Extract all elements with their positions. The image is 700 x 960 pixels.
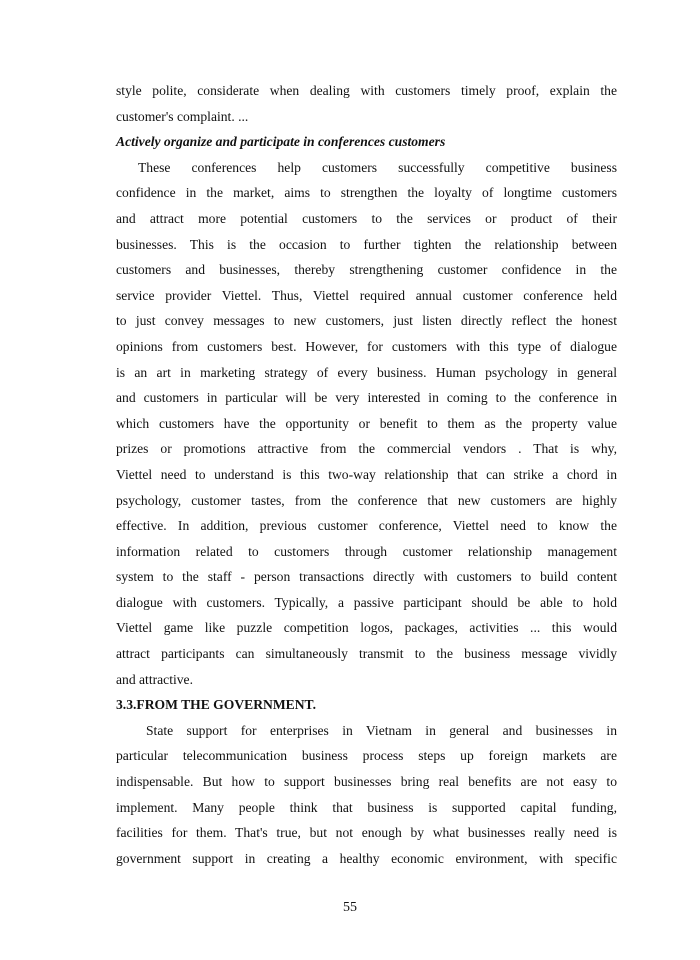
text-line: Viettel need to understand is this two-way relationship that can strike a chord in <box>116 466 617 482</box>
subheading: Actively organize and participate in conferences customers <box>116 134 446 150</box>
text-line: These conferences help customers successfully competitive business <box>138 159 617 175</box>
text-line: style polite, considerate when dealing with customers timely proof, explain the <box>116 83 617 98</box>
text-line: indispensable. But how to support businesses bring real benefits are not easy to <box>116 774 617 790</box>
text-line: opinions from customers best. However, for customers with this type of dialogue <box>116 338 617 354</box>
text-line: government support in creating a healthy economic environment, with specific <box>116 850 617 866</box>
text-line: and attractive. <box>116 671 193 687</box>
text-line: is an art in marketing strategy of every business. Human psychology in general <box>116 364 617 380</box>
text-line: implement. Many people think that business is supported capital funding, <box>116 799 617 815</box>
page-number: 55 <box>343 900 357 915</box>
text-line: particular telecommunication business process steps up foreign markets are <box>116 748 617 764</box>
document-page <box>116 78 617 871</box>
text-line: confidence in the market, aims to strengthen the loyalty of longtime customers <box>116 185 617 201</box>
text-line: effective. In addition, previous customer conference, Viettel need to know the <box>116 518 617 534</box>
text-line: Viettel game like puzzle competition logos, packages, activities ... this would <box>116 620 617 636</box>
text-line: system to the staff - person transactions directly with customers to build content <box>116 569 617 585</box>
text-line: customers and businesses, thereby strengthening customer confidence in the <box>116 262 617 278</box>
text-line: which customers have the opportunity or benefit to them as the property value <box>116 415 617 431</box>
text-line: attract participants can simultaneously transmit to the business message vividly <box>116 646 617 662</box>
text-line: and customers in particular will be very interested in coming to the conference in <box>116 390 617 406</box>
text-line: information related to customers through customer relationship management <box>116 543 617 559</box>
text-line: to just convey messages to new customers, just listen directly reflect the honest <box>116 313 617 329</box>
text-line: customer's complaint. ... <box>116 108 249 124</box>
conference-paragraph <box>116 155 617 692</box>
text-line: prizes or promotions attractive from the commercial vendors . That is why, <box>116 441 617 457</box>
section-heading: 3.3.FROM THE GOVERNMENT. <box>116 697 317 713</box>
text-line: dialogue with customers. Typically, a passive participant should be able to hold <box>116 594 617 610</box>
text-line: businesses. This is the occasion to further tighten the relationship between <box>116 236 617 252</box>
text-line: service provider Viettel. Thus, Viettel required annual customer conference held <box>116 287 617 303</box>
intro-paragraph <box>116 78 617 129</box>
government-paragraph <box>116 718 617 872</box>
text-line: facilities for them. That's true, but not enough by what businesses really need is <box>116 825 617 841</box>
text-line: and attract more potential customers to the services or product of their <box>116 210 617 226</box>
text-line: State support for enterprises in Vietnam in general and businesses in <box>146 722 617 738</box>
text-line: psychology, customer tastes, from the conference that new customers are highly <box>116 492 617 508</box>
